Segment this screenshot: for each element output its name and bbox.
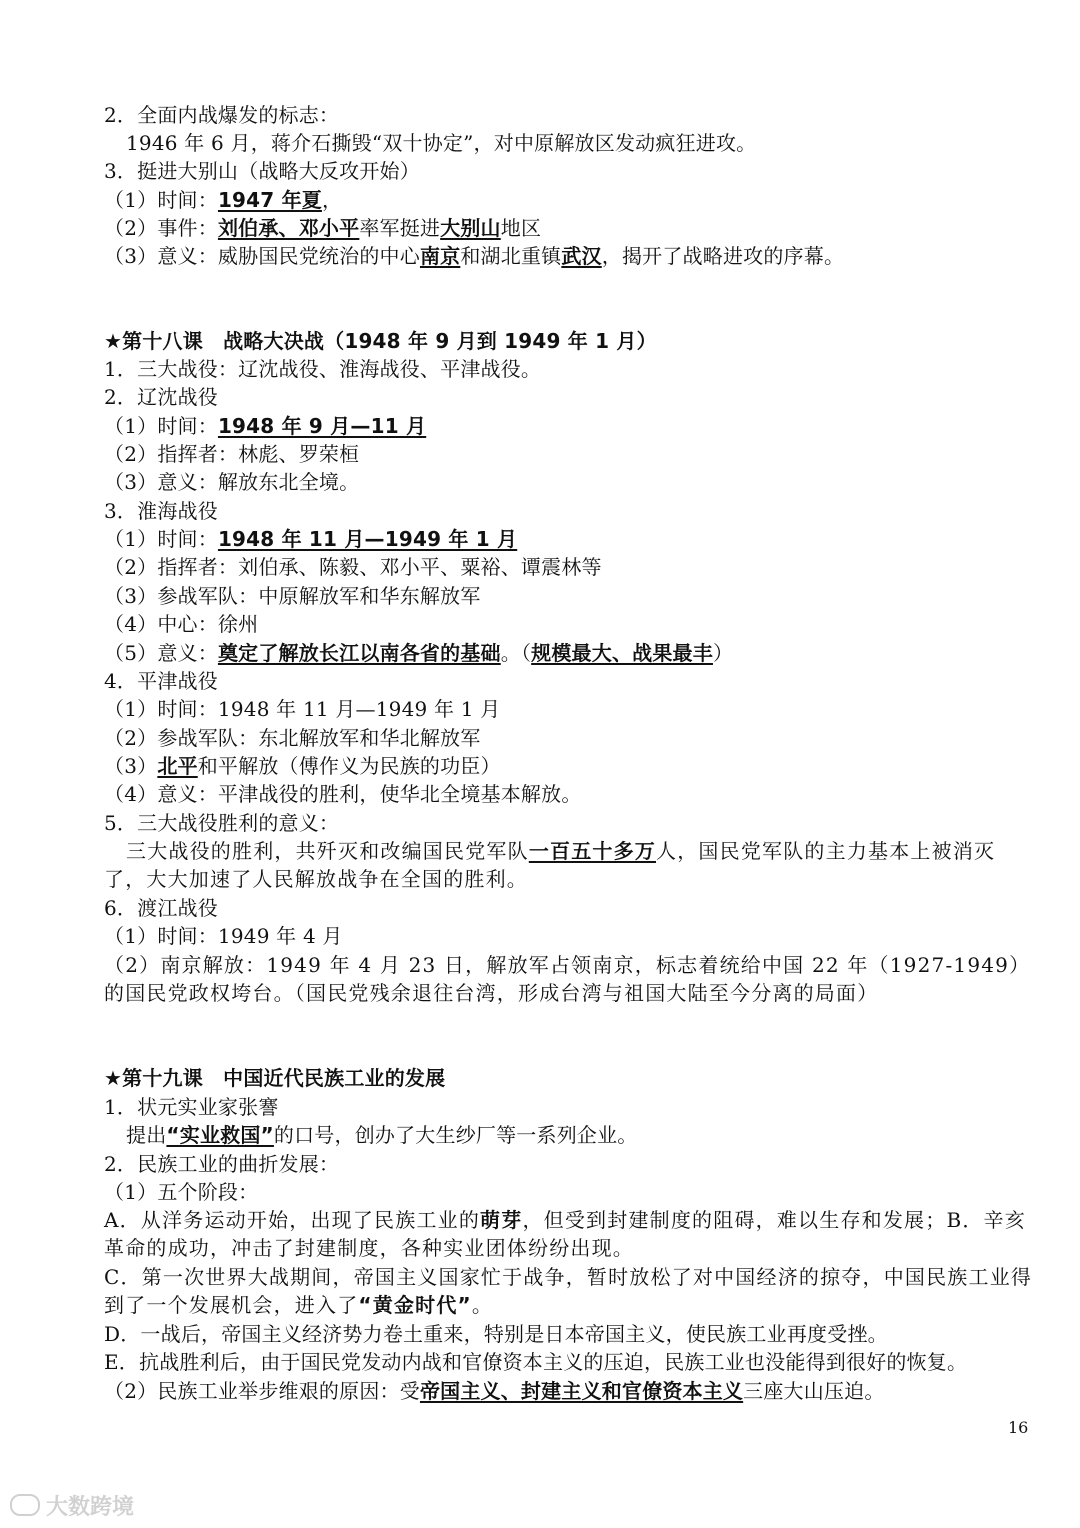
- s19-line-7: D．一战后，帝国主义经济势力卷土重来，特别是日本帝国主义，使民族工业再度受挫。: [104, 1322, 888, 1346]
- s18-line-20: （1）时间：1949 年 4 月: [104, 924, 343, 948]
- s18-line-12: 4．平津战役: [104, 669, 218, 693]
- s18-line-18: 三大战役的胜利，共歼灭和改编国民党军队一百五十多万人，国民党军队的主力基本上被消灭了，大大加速了人民解放战争在全国的胜利。: [104, 839, 996, 891]
- s18-line-1: 1．三大战役：辽沈战役、淮海战役、平津战役。: [104, 357, 542, 381]
- s19-line-1: 1．状元实业家张謇: [104, 1095, 279, 1119]
- lesson-18-title: ★第十八课 战略大决战（1948 年 9 月到 1949 年 1 月）: [104, 329, 657, 353]
- s18-line-7: （1）时间：1948 年 11 月—1949 年 1 月: [104, 527, 518, 551]
- s18-line-11: （5）意义：奠定了解放长江以南各省的基础。（规模最大、战果最丰）: [104, 641, 734, 665]
- watermark-logo-icon: [10, 1494, 40, 1516]
- s18-line-16: （4）意义：平津战役的胜利，使华北全境基本解放。: [104, 782, 582, 806]
- dabieshan-meaning: （3）意义：威胁国民党统治的中心南京和湖北重镇武汉，揭开了战略进攻的序幕。: [104, 244, 845, 268]
- s19-line-4: （1）五个阶段：: [104, 1180, 259, 1204]
- s18-line-3: （1）时间：1948 年 9 月—11 月: [104, 414, 427, 438]
- s18-line-9: （3）参战军队：中原解放军和华东解放军: [104, 584, 481, 608]
- page-number: 16: [1008, 1418, 1029, 1437]
- s18-line-4: （2）指挥者：林彪、罗荣桓: [104, 442, 360, 466]
- s19-line-6: C．第一次世界大战期间，帝国主义国家忙于战争，暂时放松了对中国经济的掠夺，中国民族工业得到了一个发展机会，进入了“黄金时代”。: [104, 1265, 1033, 1317]
- watermark: 大数跨境: [10, 1494, 134, 1521]
- s19-line-8: E．抗战胜利后，由于国民党发动内战和官僚资本主义的压迫，民族工业也没能得到很好的恢复。: [104, 1350, 968, 1374]
- s18-line-2: 2．辽沈战役: [104, 385, 218, 409]
- s19-line-2: 提出“实业救国”的口号，创办了大生纱厂等一系列企业。: [126, 1123, 638, 1147]
- s18-line-21: （2）南京解放：1949 年 4 月 23 日，解放军占领南京，标志着统给中国 22 年（1927-1949）的国民党政权垮台。（国民党残余退往台湾，形成台湾与祖国大陆至今分离的局面）: [104, 953, 1031, 1005]
- s18-line-5: （3）意义：解放东北全境。: [104, 470, 360, 494]
- s18-line-17: 5．三大战役胜利的意义：: [104, 811, 340, 835]
- s18-line-14: （2）参战军队：东北解放军和华北解放军: [104, 726, 481, 750]
- s18-line-6: 3．淮海战役: [104, 499, 218, 523]
- item-3-heading: 3．挺进大别山（战略大反攻开始）: [104, 159, 420, 183]
- s18-line-10: （4）中心：徐州: [104, 612, 259, 636]
- dabieshan-time: （1）时间：1947 年夏，: [104, 188, 343, 212]
- item-2-text: 1946 年 6 月，蒋介石撕毁“双十协定”，对中原解放区发动疯狂进攻。: [126, 131, 757, 155]
- s19-line-5: A．从洋务运动开始，出现了民族工业的萌芽，但受到封建制度的阻碍，难以生存和发展；B．辛亥革命的成功，冲击了封建制度，各种实业团体纷纷出现。: [104, 1208, 1026, 1260]
- s19-line-3: 2．民族工业的曲折发展：: [104, 1152, 340, 1176]
- s19-line-9: （2）民族工业举步维艰的原因：受帝国主义、封建主义和官僚资本主义三座大山压迫。: [104, 1379, 885, 1403]
- s18-line-19: 6．渡江战役: [104, 896, 218, 920]
- s18-line-15: （3）北平和平解放（傅作义为民族的功臣）: [104, 754, 501, 778]
- s18-line-13: （1）时间：1948 年 11 月—1949 年 1 月: [104, 697, 501, 721]
- dabieshan-event: （2）事件：刘伯承、邓小平率军挺进大别山地区: [104, 216, 542, 240]
- lesson-19-title: ★第十九课 中国近代民族工业的发展: [104, 1066, 446, 1090]
- item-2-heading: 2．全面内战爆发的标志：: [104, 103, 340, 127]
- s18-line-8: （2）指挥者：刘伯承、陈毅、邓小平、粟裕、谭震林等: [104, 555, 602, 579]
